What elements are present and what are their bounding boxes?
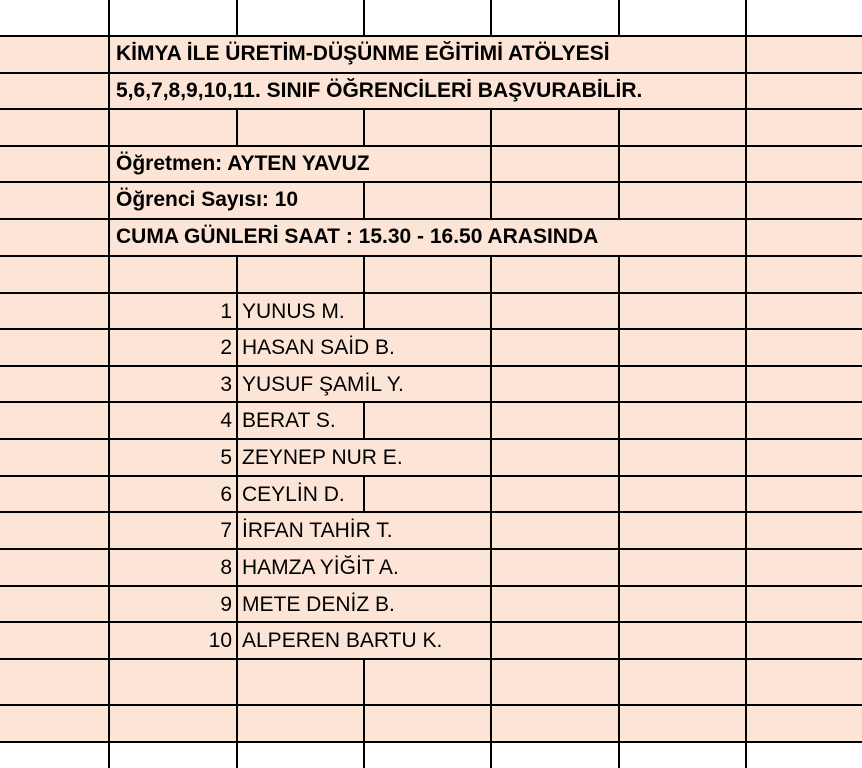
student-name: ZEYNEP NUR E.: [242, 446, 403, 469]
student-name: METE DENİZ B.: [242, 593, 395, 616]
student-number: 4: [220, 409, 232, 432]
row-border: [0, 704, 862, 706]
student-name: HAMZA YİĞİT A.: [242, 556, 399, 579]
student-name: BERAT S.: [242, 409, 336, 432]
student-name: ALPEREN BARTU K.: [242, 629, 443, 652]
student-name: HASAN SAİD B.: [242, 336, 395, 359]
schedule-info: CUMA GÜNLERİ SAAT : 15.30 - 16.50 ARASINDA: [116, 225, 599, 248]
workshop-title: KİMYA İLE ÜRETİM-DÜŞÜNME EĞİTİMİ ATÖLYESİ: [116, 42, 610, 65]
student-number: 2: [220, 336, 232, 359]
student-number: 8: [220, 556, 232, 579]
student-name: YUNUS M.: [242, 300, 345, 323]
student-number: 7: [220, 519, 232, 542]
row-border: [0, 741, 862, 743]
student-number: 9: [220, 593, 232, 616]
student-number: 3: [220, 373, 232, 396]
student-count: Öğrenci Sayısı: 10: [116, 188, 299, 211]
row-border: [0, 255, 862, 257]
student-name: İRFAN TAHİR T.: [242, 519, 393, 542]
teacher-name: Öğretmen: AYTEN YAVUZ: [116, 152, 370, 175]
column-border: [618, 0, 620, 768]
student-number: 10: [208, 629, 232, 652]
student-name: CEYLİN D.: [242, 483, 345, 506]
student-number: 6: [220, 483, 232, 506]
student-number: 1: [220, 300, 232, 323]
column-border: [745, 0, 747, 768]
student-name: YUSUF ŞAMİL Y.: [242, 373, 404, 396]
student-number: 5: [220, 446, 232, 469]
eligibility-note: 5,6,7,8,9,10,11. SINIF ÖĞRENCİLERİ BAŞVURABİLİR.: [116, 79, 643, 102]
